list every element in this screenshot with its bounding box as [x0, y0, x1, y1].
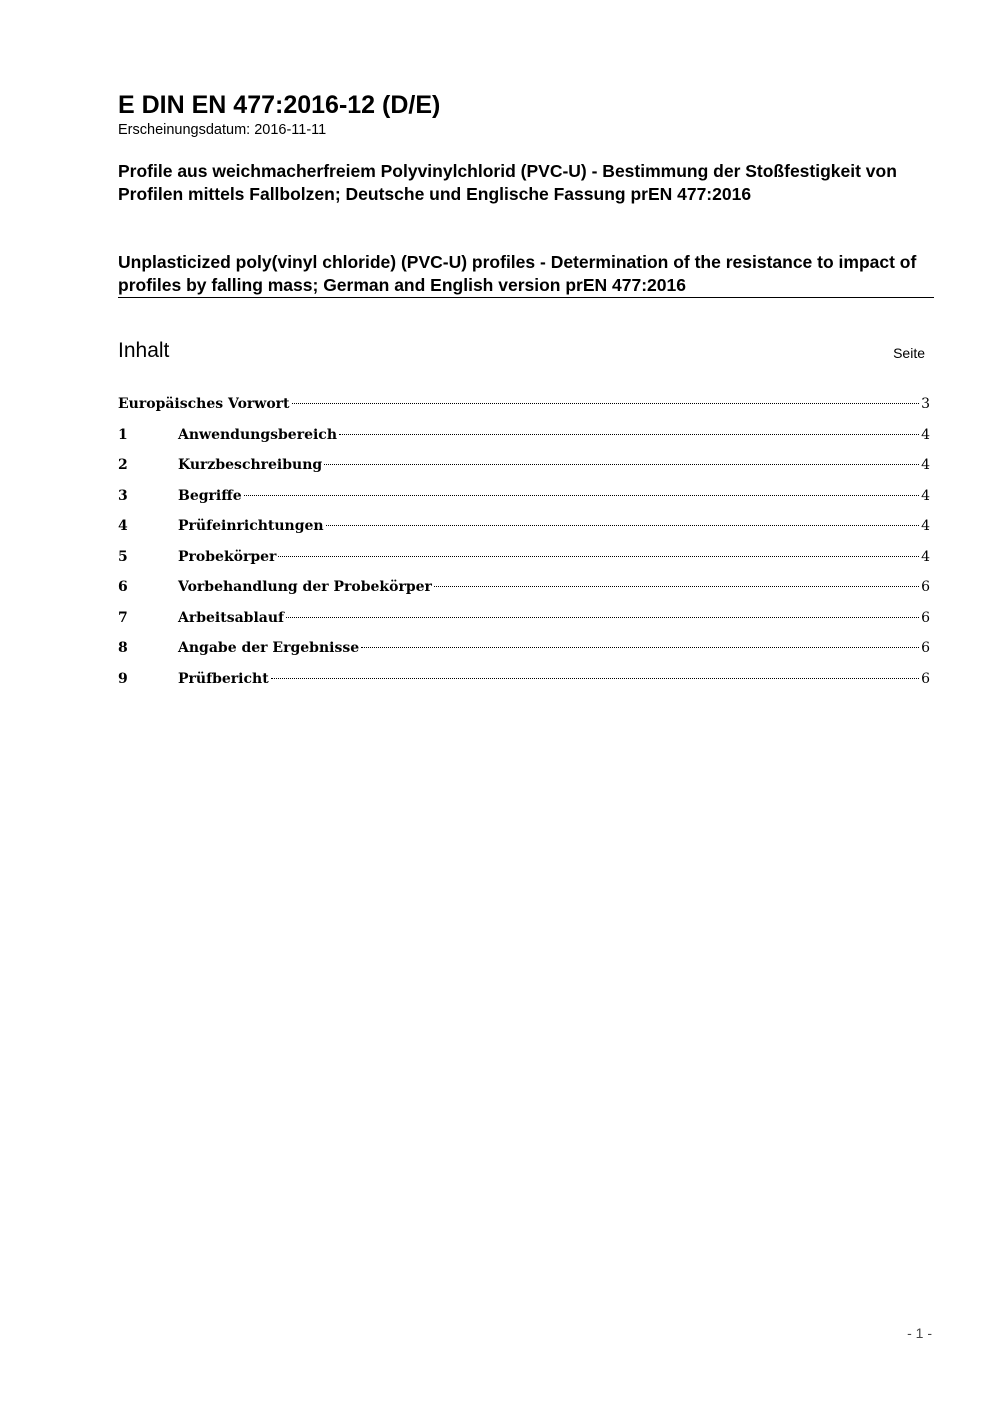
toc-entry-page[interactable]: 4 — [921, 426, 930, 443]
toc-entry-title[interactable]: Europäisches Vorwort — [118, 396, 290, 412]
title-english: Unplasticized poly(vinyl chloride) (PVC-U) profiles - Determination of the resistance to impact of profiles by falling mass; German and English version prEN 477:2016 — [118, 252, 917, 295]
toc-entry-1[interactable] — [118, 424, 930, 455]
toc-entry-page[interactable]: 3 — [921, 396, 930, 412]
title-german: Profile aus weichmacherfreiem Polyvinylchlorid (PVC-U) - Bestimmung der Stoßfestigkeit von Profilen mittels Fallbolzen; Deutsche und Englische Fassung prEN 477:2016 — [118, 161, 897, 204]
toc-entry-title[interactable]: Arbeitsablauf — [178, 609, 285, 626]
toc-entry-title[interactable]: Anwendungsbereich — [178, 426, 337, 443]
toc-entry-page[interactable]: 4 — [921, 518, 930, 534]
toc-entry-7[interactable] — [118, 607, 930, 638]
toc-entry-title[interactable]: Kurzbeschreibung — [178, 457, 323, 473]
toc-dot-leader — [324, 464, 919, 465]
toc-entry-page[interactable]: 4 — [921, 548, 930, 565]
toc-entry-page[interactable]: 4 — [921, 457, 930, 473]
toc-entry-4[interactable] — [118, 515, 930, 546]
publication-date: Erscheinungsdatum: 2016-11-11 — [118, 122, 327, 138]
toc-entry-8[interactable] — [118, 637, 930, 668]
toc-dot-leader — [286, 617, 919, 618]
toc-entry-page[interactable]: 6 — [921, 640, 930, 656]
toc-entry-title[interactable]: Prüfbericht — [178, 670, 269, 687]
toc-entry-title[interactable]: Begriffe — [178, 487, 242, 504]
toc-entry-9[interactable] — [118, 668, 930, 699]
table-of-contents — [118, 393, 930, 698]
title-divider — [118, 297, 934, 298]
toc-entry-number: 3 — [118, 487, 128, 504]
toc-entry-title[interactable]: Angabe der Ergebnisse — [178, 640, 360, 656]
toc-entry-number: 4 — [118, 518, 128, 534]
toc-entry-number: 2 — [118, 457, 128, 473]
document-id: E DIN EN 477:2016-12 (D/E) — [118, 91, 441, 119]
toc-entry-page[interactable]: 6 — [921, 670, 930, 687]
toc-dot-leader — [278, 556, 919, 557]
toc-entry-number: 1 — [118, 426, 128, 443]
toc-dot-leader — [361, 647, 919, 648]
toc-entry-5[interactable] — [118, 546, 930, 577]
toc-entry-number: 5 — [118, 548, 128, 565]
toc-dot-leader — [326, 525, 919, 526]
toc-entry-3[interactable] — [118, 485, 930, 516]
toc-heading: Inhalt — [118, 339, 170, 362]
toc-entry-page[interactable]: 4 — [921, 487, 930, 504]
toc-entry-2[interactable] — [118, 454, 930, 485]
toc-entry-number: 9 — [118, 670, 128, 687]
toc-entry-page[interactable]: 6 — [921, 579, 930, 595]
toc-dot-leader — [339, 434, 919, 435]
toc-entry-title[interactable]: Prüfeinrichtungen — [178, 518, 324, 534]
toc-entry-number: 7 — [118, 609, 128, 626]
toc-entry-number: 6 — [118, 579, 128, 595]
toc-entry-foreword[interactable] — [118, 393, 930, 424]
toc-dot-leader — [434, 586, 919, 587]
toc-dot-leader — [292, 403, 920, 404]
toc-dot-leader — [271, 678, 919, 679]
toc-entry-page[interactable]: 6 — [921, 609, 930, 626]
toc-entry-number: 8 — [118, 640, 128, 656]
toc-dot-leader — [244, 495, 919, 496]
toc-entry-title[interactable]: Probekörper — [178, 548, 277, 565]
toc-entry-title[interactable]: Vorbehandlung der Probekörper — [178, 579, 432, 595]
toc-page-column-label: Seite — [893, 345, 925, 361]
toc-entry-6[interactable] — [118, 576, 930, 607]
page-number: - 1 - — [907, 1325, 932, 1341]
